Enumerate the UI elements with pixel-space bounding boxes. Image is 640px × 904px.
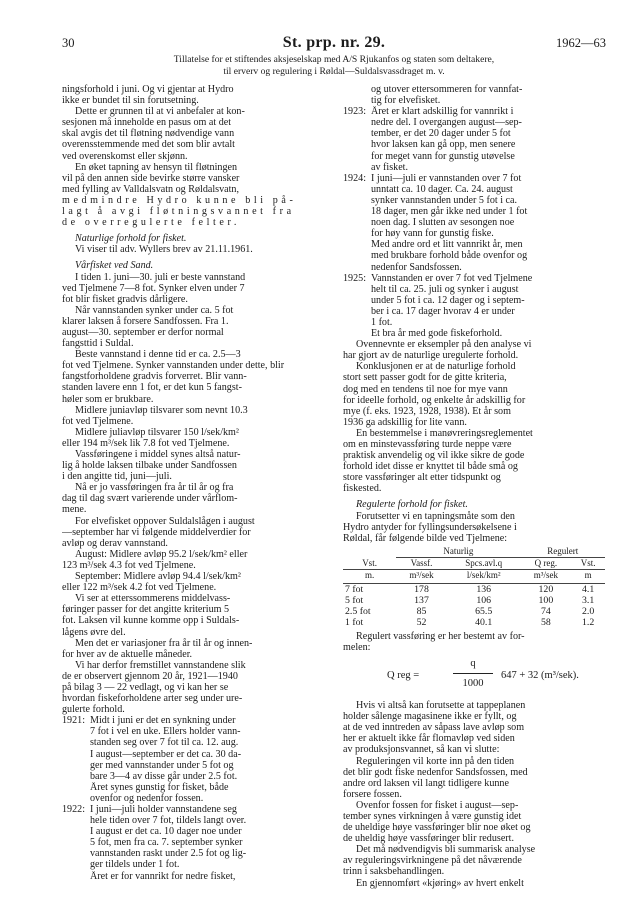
text-line: eller 194 m³/sek lik 7.8 fot ved Tjelmene.	[62, 437, 230, 449]
formula-lhs: Q reg =	[387, 670, 420, 682]
text-line: ber i ca. 17 dager hvorav 4 er under	[371, 305, 515, 317]
text-line: —september har vi følgende middelverdier for	[62, 526, 251, 538]
text-line: I august—september er det ca. 30 da-	[90, 748, 242, 760]
text-line: i den angitte tid, juni—juli.	[62, 471, 172, 483]
text-line: nedre del. I overgangen august—sep-	[371, 117, 522, 129]
table-cell: 74	[540, 605, 551, 617]
table-group-header-regulated: Regulert	[521, 546, 605, 558]
text-line: og utover ettersommeren for vannfat-	[371, 84, 523, 95]
table-row	[343, 595, 605, 606]
text-line: Året er klart adskillig for vannrikt i	[371, 106, 514, 118]
text-line: andre ord laksen vil langt tidligere kunne	[343, 777, 509, 789]
text-line: høler som er brukbare.	[62, 393, 154, 405]
text-line: på bilag 3 — 22 vedlagt, og vi kan her se	[62, 681, 229, 693]
left-column	[62, 84, 330, 882]
table-cell: 100	[538, 594, 554, 606]
table-row	[343, 606, 605, 617]
text-line: lig å holde laksen tilbake under Sandfossen	[62, 460, 237, 472]
text-line: for meget vann for gunstig utøvelse	[371, 150, 515, 162]
text-line: Vi har derfor fremstillet vannstandene slik	[75, 659, 246, 671]
text-line: Røldal, får følgende bilde ved Tjelmene:	[343, 532, 508, 544]
table-cell: 106	[476, 594, 492, 606]
text-line: at de ved inntreden av såpass lave avløp som	[343, 722, 525, 734]
text-line: vil på den annen side bevirke større vansker	[62, 172, 240, 184]
text-line: det blir godt fiske nedenfor Sandsfossen, med	[343, 766, 528, 778]
text-line: Hvis vi altså kan forutsette at tappeplanen	[356, 700, 526, 712]
page-header	[62, 34, 606, 54]
spaced-text-line: de overregulerte felter.	[62, 217, 241, 229]
text-line: Dette er grunnen til at vi anbefaler at kon-	[75, 106, 245, 118]
text-line: Ovenfor fossen for fisket i august—sep-	[356, 799, 519, 811]
text-line: Midlere juliavløp tilsvarer 150 l/sek/km²	[75, 426, 239, 438]
year-label: 1924:	[343, 172, 366, 184]
text-line: tig for elvefisket.	[371, 95, 441, 107]
table-header-unit: m³/sek	[396, 569, 447, 583]
text-line: for hver av de aktuelle måneder.	[62, 648, 193, 660]
formula-numerator: q	[470, 658, 476, 670]
text-line: unntatt ca. 10 dager. Ca. 24. august	[371, 183, 513, 195]
table-cell: 65.5	[475, 605, 493, 617]
table-cell: 52	[416, 616, 427, 628]
text-line: Et bra år med gode fiskeforhold.	[371, 328, 503, 340]
text-line: fot ved Tjelmene. Synker vannstanden under dette, blir	[62, 360, 285, 372]
subtitle-line: til erverv og regulering i Røldal—Suldalsvassdraget m. v.	[223, 65, 445, 77]
year-entry-line	[343, 173, 607, 184]
text-line: Vannstanden er over 7 fot ved Tjelmene	[371, 272, 533, 284]
text-line: hele tiden over 7 fot, tildels langt over.	[90, 815, 247, 827]
formula-fraction-bar	[453, 673, 493, 674]
text-line: sesjonen må inneholde en pasus om at det	[62, 117, 232, 129]
year-entry-line	[62, 715, 330, 726]
text-line: ved Tjelmene 7—8 fot. Synker elven under 7	[62, 282, 245, 294]
table-header-unit: m	[571, 569, 605, 583]
text-line: tember, er det 20 dager under 5 fot	[371, 128, 511, 140]
text-line: fangstforholdene gradvis forverret. Blir vann-	[62, 371, 247, 383]
text-line: med brukbare forhold både ovenfor og	[371, 250, 528, 262]
right-column	[343, 84, 607, 889]
text-line: fot blir fisket gradvis dårligere.	[62, 293, 188, 305]
text-line: Regulert vassføring er her bestemt av for-	[356, 630, 525, 642]
text-line: august—30. september er derfor normal	[62, 326, 224, 338]
text-line: her er aktuelt ikke får flomavløp ved siden	[343, 733, 515, 745]
table-cell: 40.1	[475, 616, 493, 628]
text-line: føringer passer for det angitte kriterium 5	[62, 604, 230, 616]
text-line: praktisk anvendelig og vil ikke sikre de gode	[343, 450, 525, 462]
text-line: fot ved Tjelmene.	[62, 415, 134, 427]
table-row	[343, 617, 605, 628]
regulation-formula	[343, 656, 607, 696]
text-line: Men det er variasjoner fra år til år og innen-	[75, 637, 253, 649]
text-line: I august er det ca. 10 dager noe under	[90, 826, 242, 838]
text-line: eller 122 m³/sek 4.2 fot ved Tjelmene.	[62, 582, 217, 594]
formula-denominator: 1000	[462, 678, 484, 690]
text-line: Vi viser til adv. Wyllers brev av 21.11.1961.	[75, 244, 253, 256]
table-cell: 136	[476, 583, 492, 595]
text-line: Reguleringen vil korte inn på den tiden	[356, 755, 515, 767]
text-line: 18 dager, men går ikke ned under 1 fot	[371, 206, 528, 218]
table-cell: 58	[540, 616, 551, 628]
table-header-cell: Vst.	[343, 557, 396, 569]
text-line: dog med en tendens til noe for mye vann	[343, 383, 508, 395]
text-line: klarer laksen å forsere Sandfossen. Fra 1.	[62, 315, 229, 327]
text-line: for ideelle forhold, og enkelte år adskillig for	[343, 394, 526, 406]
text-line: Året er for vannrikt for nedre fisket,	[90, 870, 236, 882]
text-line: I juni—juli er vannstanden over 7 fot	[371, 172, 522, 184]
table-cell: 2.5 fot	[345, 605, 371, 617]
text-line: fangsttid i Suldal.	[62, 338, 134, 350]
text-line: for høy vann for gunstig fiske.	[371, 228, 494, 240]
text-line: Midt i juni er det en synkning under	[90, 715, 236, 727]
text-line: de uheldige høye vassføringer blir noe øket og	[343, 822, 531, 834]
table-cell: 5 fot	[345, 594, 364, 606]
text-line: overensstemmende med det som blir avtalt	[62, 139, 235, 151]
text-line: Konklusjonen er at de naturlige forhold	[356, 361, 516, 373]
page-number: 30	[62, 36, 75, 50]
text-line: Hydro antyder for fyllingsundersøkelsene i	[343, 521, 517, 533]
text-line: helt til ca. 25. juli og synker i august	[371, 283, 519, 295]
text-line: fiskested.	[343, 483, 382, 495]
text-line: dag til dag svært varierende under vårflom-	[62, 493, 238, 505]
table-cell: 2.0	[581, 605, 595, 617]
table-group-header-natural: Naturlig	[396, 546, 520, 558]
text-line: Forutsetter vi en tapningsmåte som den	[356, 510, 515, 522]
text-line: holder sålenge magasinene ikke er fyllt, og	[343, 711, 517, 723]
table-header-cell: Q reg.	[521, 557, 572, 569]
flow-table	[343, 546, 605, 628]
table-header-cell: Vst.	[571, 557, 605, 569]
text-line: 5 fot, men fra ca. 7. september synker	[90, 837, 243, 849]
table-header-cell	[343, 546, 396, 558]
text-line: om en minstevassføring turde neppe være	[343, 439, 512, 450]
text-line: forsere fossen.	[343, 788, 402, 800]
year-entry-line	[343, 106, 607, 117]
text-line: Vassføringene i middel synes altså natur-	[75, 449, 241, 460]
text-line: av fisket.	[371, 161, 408, 173]
text-line: ved overenskomst eller skjønn.	[62, 150, 188, 162]
table-cell: 120	[538, 583, 554, 595]
text-line: En gjennomført «kjøring» av hvert enkelt	[356, 877, 524, 889]
text-line: har gjort av de naturlige uregulerte forhold.	[343, 350, 519, 362]
text-line: ningsforhold i juni. Og vi gjentar at Hydro	[62, 84, 234, 95]
text-line: standen seg over 7 fot til ca. 12. aug.	[90, 737, 239, 749]
text-line: Beste vannstand i denne tid er ca. 2.5—3	[75, 349, 241, 361]
table-cell: 137	[414, 594, 429, 606]
text-line: Når vannstanden synker under ca. 5 fot	[75, 304, 234, 316]
text-line: Vi ser at etterssommerens middelvass-	[75, 593, 231, 605]
text-line: Det må nødvendigvis bli summarisk analyse	[356, 844, 536, 856]
text-line: ikke er bundet til sin forutsetning.	[62, 95, 199, 107]
text-line: lågens øvre del.	[62, 626, 126, 638]
text-line: September: Midlere avløp 94.4 l/sek/km²	[75, 571, 241, 583]
table-cell: 85	[416, 605, 427, 617]
text-line: fot. Laksen vil kunne komme opp i Suldals-	[62, 615, 240, 627]
text-line: 7 fot i vel en uke. Ellers holder vann-	[90, 726, 241, 738]
text-line: Midlere juniavløp tilsvarer som nevnt 10.3	[75, 404, 248, 416]
text-line: mye (f. eks. 1923, 1928, 1938). Et år som	[343, 405, 511, 417]
text-line: standen lavere enn 1 fot, er det kun 5 fangst-	[62, 382, 242, 394]
section-heading: Naturlige forhold for fisket.	[75, 233, 187, 245]
table-header-unit: m.	[343, 569, 396, 583]
text-line: 1936 ga adskillig for lite vann.	[343, 416, 467, 428]
table-row	[343, 583, 605, 595]
text-line: 1 fot.	[371, 316, 393, 328]
text-line: store vassføringer alt etter tidspunkt og	[343, 472, 501, 484]
table-cell: 4.1	[581, 583, 595, 595]
text-line: de uheldig høye vassføringer blir redusert.	[343, 833, 514, 845]
text-line: vannstanden raskt under 2.5 fot og lig-	[90, 848, 247, 860]
table-cell: 7 fot	[345, 583, 364, 595]
text-line: bare 3—4 av disse går under 2.5 fot.	[90, 770, 238, 782]
year-entry-line	[62, 804, 330, 815]
text-line: 123 m³/sek 4.3 fot ved Tjelmene.	[62, 559, 196, 571]
table-cell: 3.1	[581, 594, 595, 606]
text-line: En bestemmelse i manøvreringsreglementet	[356, 427, 533, 439]
table-header-unit: l/sek/km²	[447, 569, 521, 583]
text-line: For elvefisket oppover Suldalslågen i august	[75, 515, 255, 527]
text-line: Nå er jo vassføringen fra år til år og fra	[75, 482, 234, 494]
text-line: stort sett passer godt for de gitte kriteria,	[343, 372, 507, 384]
text-line: av produksjonsvannet, så kan vi slutte:	[343, 744, 500, 756]
text-line: under 5 fot i ca. 12 dager og i septem-	[371, 294, 525, 306]
text-line: ovenfor og nedenfor fossen.	[90, 792, 204, 804]
text-line: En øket tapning av hensyn til fløtningen	[75, 161, 238, 173]
text-line: Med andre ord et litt vannrikt år, men	[371, 239, 523, 251]
text-line: I juni—juli holder vannstandene seg	[90, 804, 237, 815]
text-line: hvordan fiskeforholdene arter seg under ure-	[62, 693, 243, 705]
text-line: de er observert gjennom 20 år, 1921—1940	[62, 670, 238, 682]
year-label: 1923:	[343, 106, 366, 118]
text-line: August: Midlere avløp 95.2 l/sek/km² eller	[75, 548, 248, 560]
text-line: Året synes gunstig for fisket, både	[90, 781, 229, 793]
subtitle-line: Tillatelse for et stiftendes aksjeselskap med A/S Rjukanfos og staten som deltakere,	[173, 54, 495, 65]
text-line: gulerte forhold.	[62, 704, 125, 716]
year-label: 1925:	[343, 272, 366, 284]
year-label: 1921:	[62, 715, 85, 727]
table-cell: 178	[414, 583, 429, 595]
text-line: avløp og derav vannstand.	[62, 537, 168, 549]
text-line: forhold idet disse er knyttet til både små og	[343, 461, 518, 473]
formula-rhs: 647 + 32 (m³/sek).	[501, 670, 579, 682]
section-heading: Regulerte forhold for fisket.	[356, 499, 468, 511]
text-line: ger tildels under 1 fot.	[90, 859, 180, 871]
text-line: tember synes virkningen å være gunstig idet	[343, 810, 522, 822]
text-line: trinn i saksbehandlingen.	[343, 866, 445, 878]
text-line: noen dag. I slutten av sesongen noe	[371, 217, 515, 229]
text-line: nedenfor Sandsfossen.	[371, 261, 462, 273]
section-heading: Vårfisket ved Sand.	[75, 260, 154, 272]
table-header-cell: Spcs.avl.q	[447, 557, 521, 569]
table-cell: 1.2	[581, 616, 595, 628]
text-line: ger med vannstander under 5 fot og	[90, 759, 234, 771]
document-subtitle	[62, 54, 606, 77]
spaced-text-line: medmindre Hydro kunne bli på-	[62, 194, 297, 206]
text-line: synker vannstanden under 5 fot i ca.	[371, 194, 518, 206]
text-line: Ovennevnte er eksempler på den analyse vi	[356, 339, 532, 351]
year-entry-line	[343, 273, 607, 284]
text-line: I tiden 1. juni—30. juli er beste vannstand	[75, 271, 246, 283]
document-year: 1962—63	[556, 36, 606, 50]
text-line: skal avgis det til fløtning nødvendige vann	[62, 128, 235, 140]
document-title: St. prp. nr. 29.	[282, 34, 386, 51]
text-line: hvor laksen kan gå opp, men senere	[371, 139, 516, 151]
text-line: av reguleringsvirkningene på det nåværende	[343, 855, 522, 867]
text-line: med fylling av Valldalsvatn og Røldalsvatn,	[62, 183, 239, 195]
table-cell: 1 fot	[345, 616, 364, 628]
text-line: melen:	[343, 641, 371, 653]
table-header-unit: m³/sek	[521, 569, 572, 583]
text-line: mene.	[62, 504, 87, 516]
spaced-text-line: lagt å avgi fløtningsvannet fra	[62, 206, 295, 218]
table-header-cell: Vassf.	[396, 557, 447, 569]
year-label: 1922:	[62, 804, 85, 815]
